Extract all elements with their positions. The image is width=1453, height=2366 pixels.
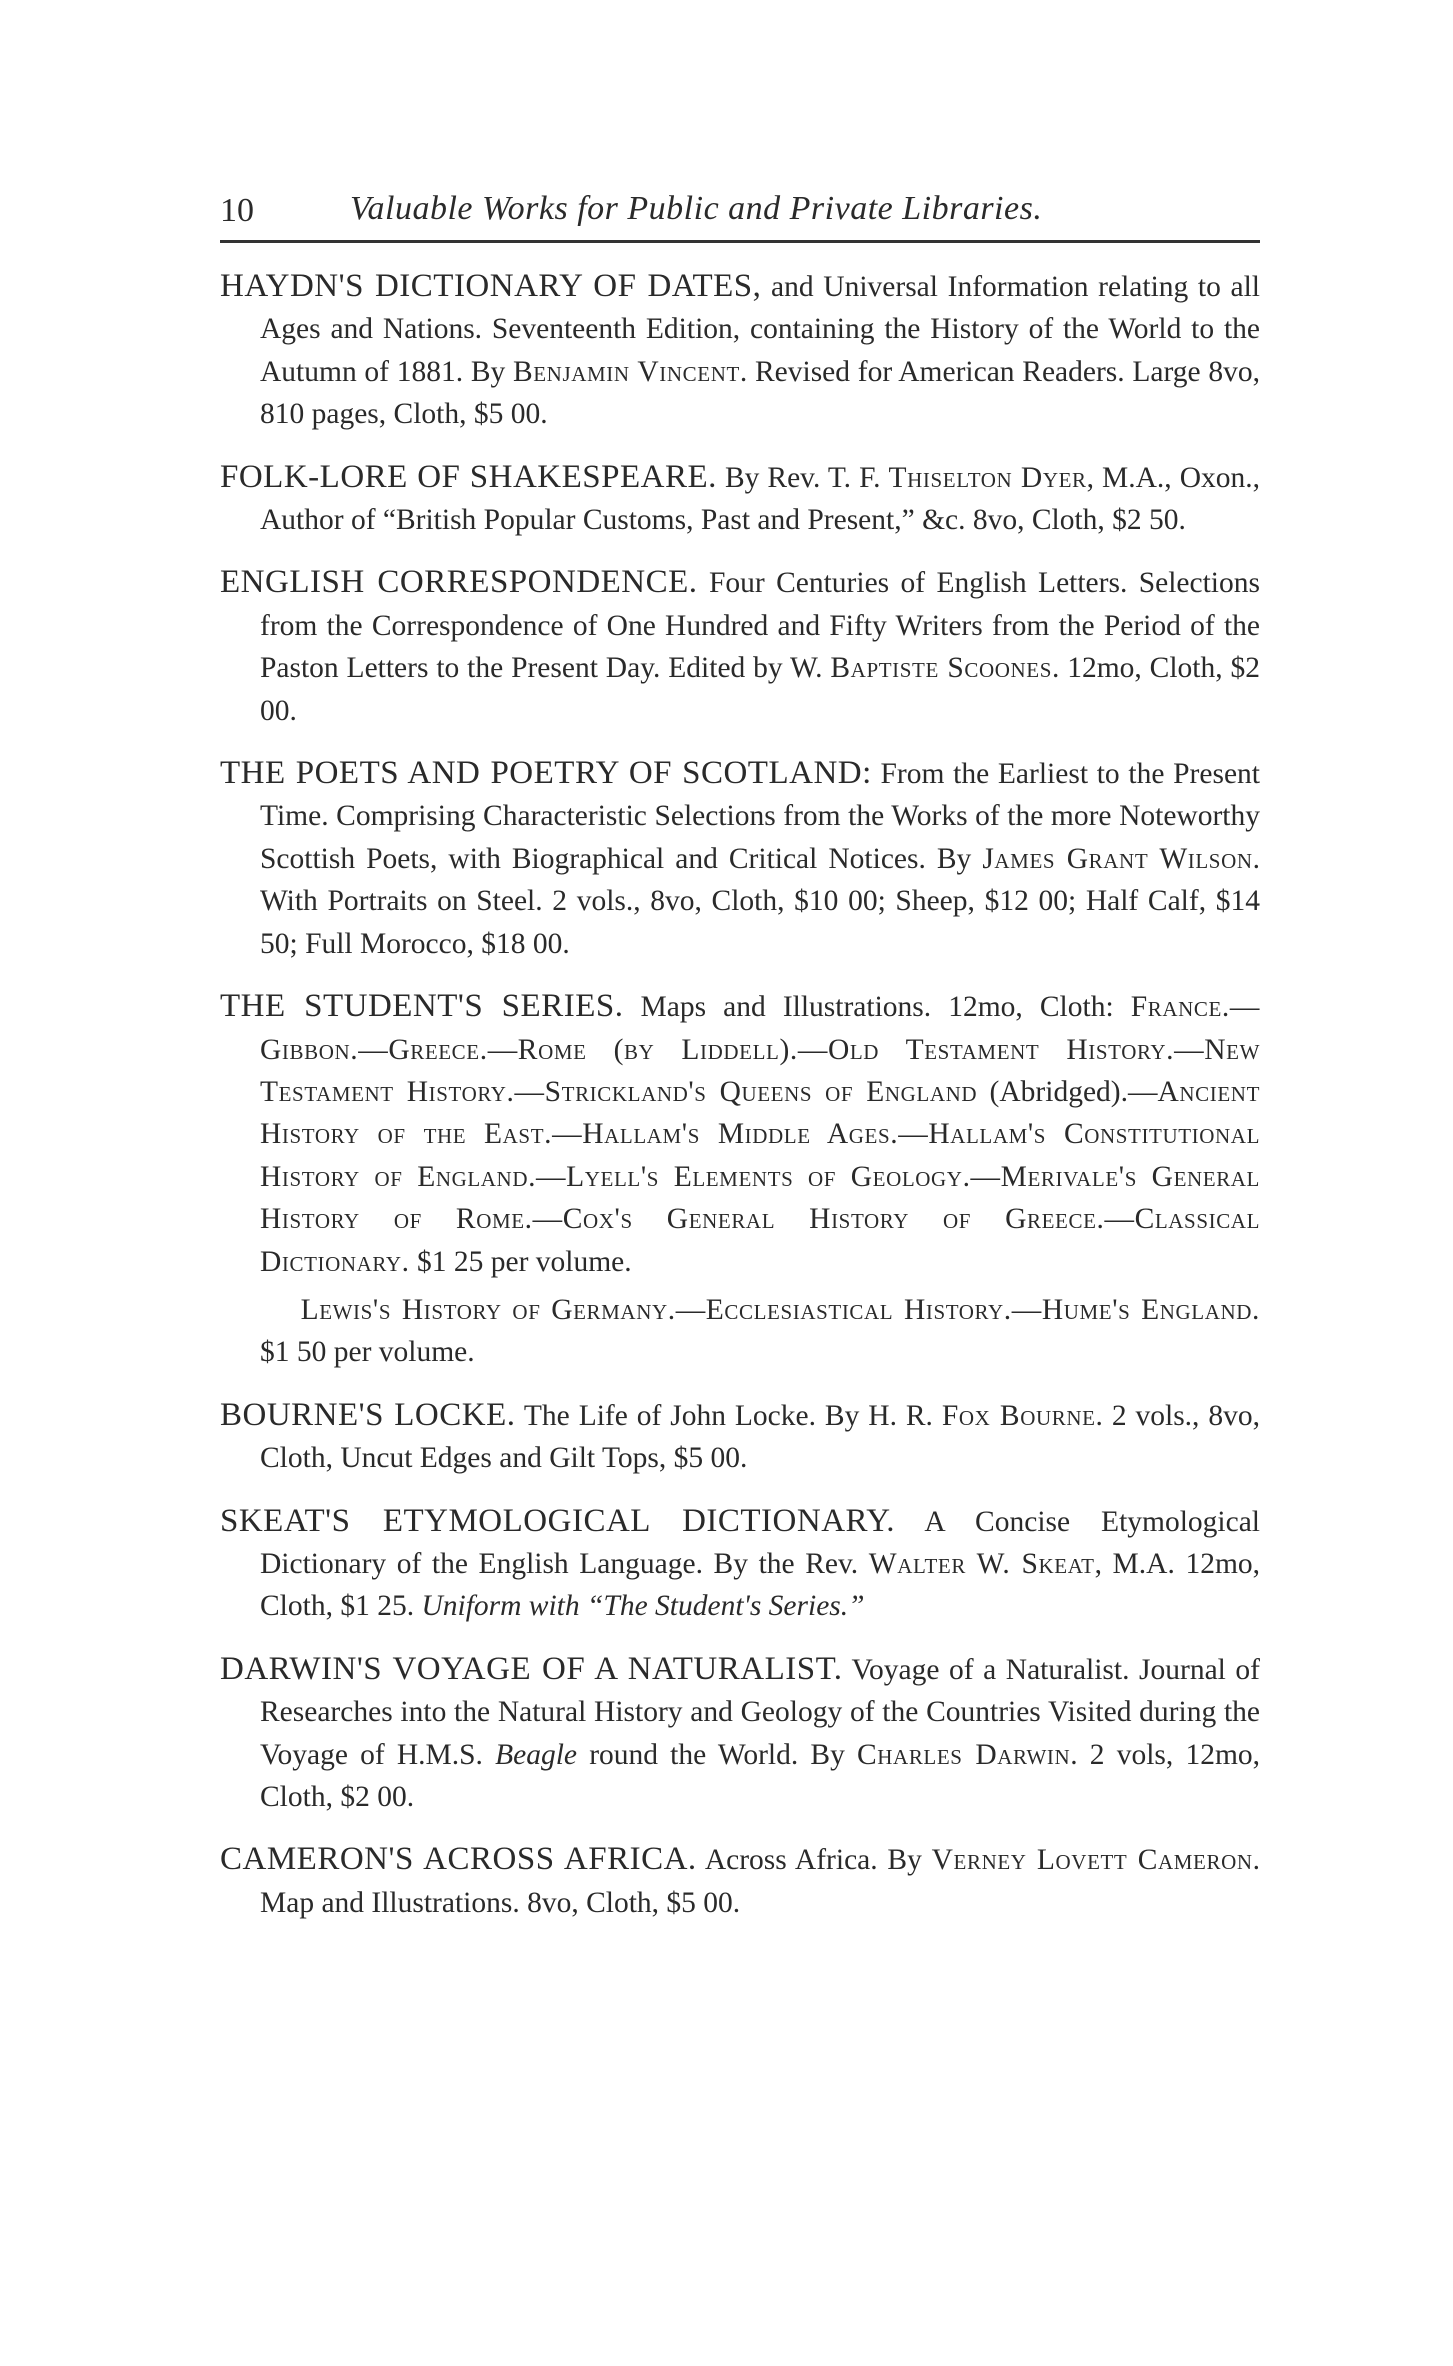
entry-details: . 2 vols, 12mo, Cloth, $2 00. [260, 1738, 1261, 1813]
entry-title: ENGLISH CORRESPONDENCE. [220, 564, 698, 601]
catalog-entry-skeat [220, 1500, 1260, 1628]
catalog-entry-haydn [220, 265, 1260, 436]
entry-author: Charles Darwin [857, 1738, 1071, 1771]
entry-details: . With Portraits on Steel. 2 vols., 8vo, Cloth, $10 00; Sheep, $12 00; Half Calf, $14 50; Full Morocco, $18 00. [260, 842, 1260, 960]
entry-title: DARWIN'S VOYAGE OF A NATURALIST. [220, 1650, 843, 1687]
entry-note: Uniform with “The Student's Series.” [421, 1590, 865, 1623]
entry-details: , M.A., Oxon., Author of “British Popular Customs, Past and Present,” &c. 8vo, Cloth, $2 50. [260, 461, 1261, 537]
entry-author: Walter W. Skeat [868, 1547, 1095, 1580]
entry-description: Across Africa. By [696, 1844, 932, 1877]
page-number: 10 [220, 192, 254, 229]
ship-name: Beagle [495, 1738, 578, 1771]
catalog-entry-bournes-locke [220, 1394, 1260, 1480]
entry-author: Benjamin Vincent [512, 355, 740, 388]
entry-author: Fox Bourne [941, 1399, 1096, 1432]
entry-details: . 2 vols., 8vo, Cloth, Uncut Edges and Gilt Tops, $5 00. [260, 1399, 1260, 1475]
book-page [220, 190, 1260, 1944]
entry-title: THE STUDENT'S SERIES. [220, 988, 624, 1025]
entry-details: . Map and Illustrations. 8vo, Cloth, $5 00. [260, 1844, 1261, 1919]
entry-description: Voyage of a Naturalist. Journal of Researches into the Natural History and Geology of the Countries Visited during the Voyage of H.M.S. [260, 1653, 1260, 1771]
series-sub-paragraph [260, 1289, 1260, 1374]
catalog-entry-folklore [220, 456, 1260, 542]
entry-author: Thiselton Dyer [888, 461, 1087, 494]
entry-description: Four Centuries of English Letters. Selections from the Correspondence of One Hundred and Fifty Writers from the Period of the Paston Letters to the Present Day. Edited by W. [260, 567, 1260, 685]
entry-description: A Concise Etymological Dictionary of the English Language. By the Rev. [260, 1505, 1260, 1580]
entry-description: and Universal Information relating to all Ages and Nations. Seventeenth Edition, containing the History of the World to the Autumn of 1881. By [260, 271, 1261, 388]
entry-title: SKEAT'S ETYMOLOGICAL DICTIONARY. [220, 1502, 896, 1539]
series-price: $1 25 per volume. [409, 1245, 632, 1278]
catalog-entry-darwin [220, 1648, 1260, 1819]
entry-title: CAMERON'S ACROSS AFRICA. [220, 1841, 697, 1878]
entry-description: By Rev. T. F. [716, 461, 889, 494]
entry-description: The Life of John Locke. By H. R. [515, 1399, 942, 1432]
entry-description: Maps and Illustrations. 12mo, Cloth: [623, 991, 1114, 1024]
entry-author: Verney Lovett Cameron [931, 1844, 1253, 1877]
entry-description: From the Earliest to the Present Time. Comprising Characteristic Selections from the Works of the more Noteworthy Scottish Poets, with Biographical and Critical Notices. By [260, 758, 1260, 875]
series-list-extra: Lewis's History of Germany.—Ecclesiastical History.—Hume's England. [300, 1293, 1261, 1326]
series-list: France.—Gibbon.—Greece.—Rome (by Liddell).—Old Testament History.—New Testament History.—Strickland's Queens of England [260, 991, 1261, 1108]
entry-details: . Revised for American Readers. Large 8vo, 810 pages, Cloth, $5 00. [260, 355, 1260, 431]
series-note: (Abridged).— [977, 1075, 1158, 1108]
catalog-entry-students-series [220, 985, 1260, 1374]
running-head [220, 190, 1260, 243]
entry-title: HAYDN'S DICTIONARY OF DATES, [220, 268, 762, 304]
entry-title: THE POETS AND POETRY OF SCOTLAND: [220, 755, 872, 792]
entry-details: , M.A. 12mo, Cloth, $1 25. [260, 1547, 1261, 1623]
series-price-extra: $1 50 per volume. [260, 1336, 475, 1369]
catalog-entry-english-correspondence [220, 561, 1260, 732]
entry-author: James Grant Wilson [982, 842, 1253, 875]
entry-title: FOLK-LORE OF SHAKESPEARE. [220, 458, 717, 495]
catalog-entry-cameron [220, 1838, 1260, 1924]
running-title: Valuable Works for Public and Private Libraries. [350, 190, 1043, 227]
series-list-continued: Ancient History of the East.—Hallam's Middle Ages.—Hallam's Constitutional History of England.—Lyell's Elements of Geology.—Merivale's General History of Rome.—Cox's General History of Greece.—Classical Dictionary. [260, 1075, 1260, 1278]
entry-title: BOURNE'S LOCKE. [220, 1396, 516, 1433]
catalog-entry-poets-scotland [220, 752, 1260, 965]
entry-author: Baptiste Scoones [830, 652, 1052, 685]
entry-description-continued: round the World. By [577, 1738, 858, 1771]
entry-details: . 12mo, Cloth, $2 00. [260, 652, 1261, 727]
